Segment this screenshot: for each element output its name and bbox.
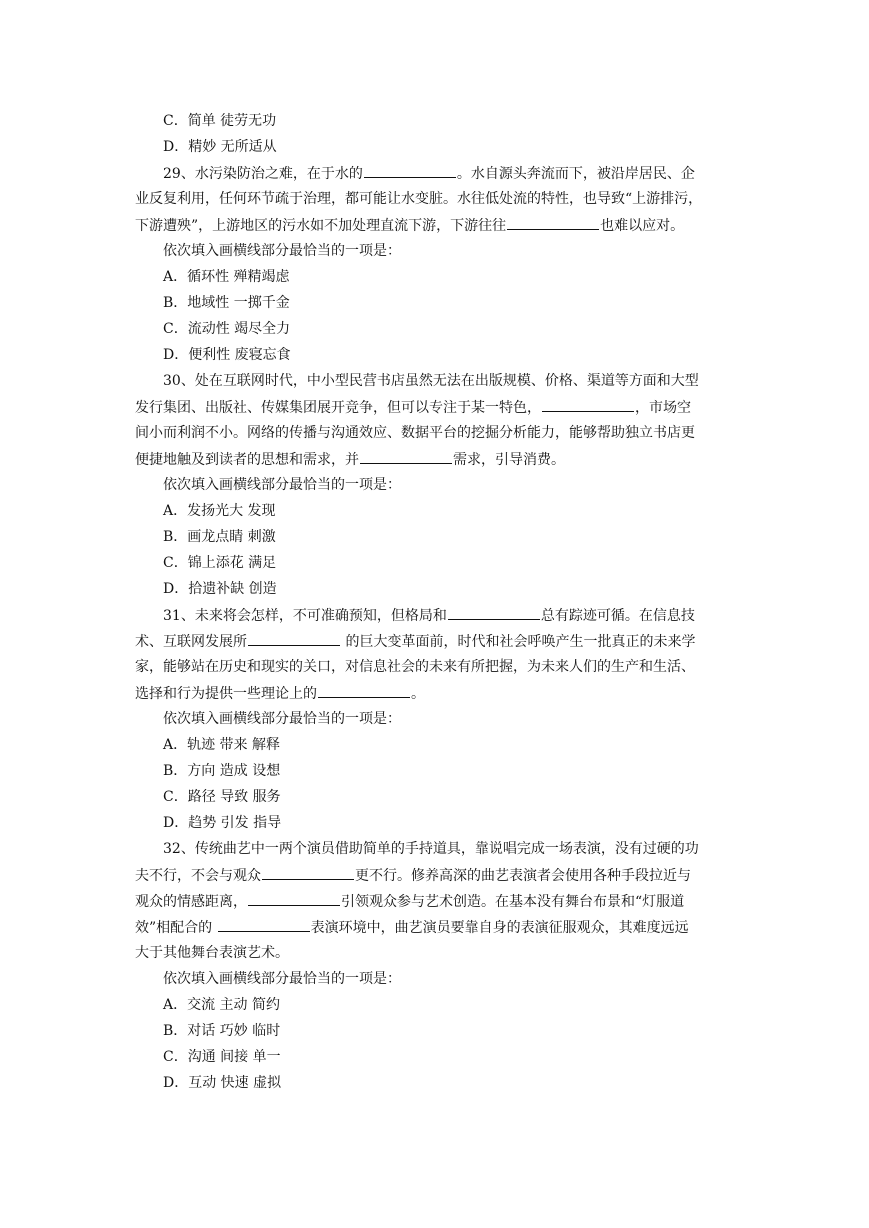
q30-option-d: D．拾遗补缺 创造 bbox=[163, 581, 277, 597]
q31-option-b: B．方向 造成 设想 bbox=[163, 763, 281, 779]
q31-blank-1 bbox=[448, 605, 540, 620]
q30-stem-line-3: 间小而利润不小。网络的传播与沟通效应、数据平台的挖掘分析能力，能够帮助独立书店更 bbox=[135, 425, 695, 441]
q28-option-d: D．精妙 无所适从 bbox=[163, 139, 277, 155]
q29-stem-line-3 bbox=[135, 215, 735, 236]
q29-text: 。水自源头奔流而下，被沿岸居民、企 bbox=[456, 166, 695, 182]
q30-prompt: 依次填入画横线部分最恰当的一项是： bbox=[163, 477, 401, 493]
q29-option-c: C．流动性 竭尽全力 bbox=[163, 321, 291, 337]
q32-text: 夫不行，不会与观众 bbox=[135, 868, 261, 884]
q31-option-c: C．路径 导致 服务 bbox=[163, 789, 281, 805]
q29-blank-2 bbox=[507, 215, 599, 230]
q30-option-b: B．画龙点睛 刺激 bbox=[163, 529, 276, 545]
q32-blank-3 bbox=[218, 917, 310, 932]
q30-stem-line-2 bbox=[135, 397, 735, 418]
q32-blank-1 bbox=[262, 865, 354, 880]
q32-option-c: C．沟通 间接 单一 bbox=[163, 1049, 281, 1065]
q32-stem-line-1: 32、传统曲艺中一两个演员借助简单的手持道具，靠说唱完成一场表演，没有过硬的功 bbox=[163, 841, 699, 857]
q29-text: 下游遭殃”，上游地区的污水如不加处理直流下游，下游往往 bbox=[135, 218, 507, 234]
q30-text: 便捷地触及到读者的思想和需求，并 bbox=[135, 452, 359, 468]
q32-prompt: 依次填入画横线部分最恰当的一项是： bbox=[163, 971, 401, 987]
q31-stem-line-1 bbox=[163, 605, 763, 626]
q30-text: ，市场空 bbox=[635, 400, 691, 416]
q30-blank-2 bbox=[360, 449, 452, 464]
q29-blank-1 bbox=[364, 163, 456, 178]
q31-prompt: 依次填入画横线部分最恰当的一项是： bbox=[163, 711, 401, 727]
q31-text: 。 bbox=[411, 686, 425, 702]
q32-stem-line-3 bbox=[135, 891, 735, 912]
q29-text: 29、水污染防治之难，在于水的 bbox=[163, 166, 363, 182]
q29-option-a: A．循环性 殚精竭虑 bbox=[163, 269, 290, 285]
q31-option-d: D．趋势 引发 指导 bbox=[163, 815, 282, 831]
q32-blank-2 bbox=[248, 891, 340, 906]
q31-blank-3 bbox=[318, 683, 410, 698]
q31-stem-line-4 bbox=[135, 683, 735, 704]
q31-stem-line-3: 家，能够站在历史和现实的关口，对信息社会的未来有所把握，为未来人们的生产和生活、 bbox=[135, 659, 695, 675]
q31-text: 选择和行为提供一些理论上的 bbox=[135, 686, 317, 702]
q29-prompt: 依次填入画横线部分最恰当的一项是： bbox=[163, 243, 401, 259]
q31-stem-line-2 bbox=[135, 631, 735, 652]
q31-option-a: A．轨迹 带来 解释 bbox=[163, 737, 281, 753]
q30-option-c: C．锦上添花 满足 bbox=[163, 555, 277, 571]
q30-stem-line-1: 30、处在互联网时代，中小型民营书店虽然无法在出版规模、价格、渠道等方面和大型 bbox=[163, 373, 699, 389]
q31-text: 31、未来将会怎样，不可准确预知，但格局和 bbox=[163, 608, 447, 624]
q29-stem-line-2: 业反复利用，任何环节疏于治理，都可能让水变脏。水往低处流的特性，也导致“上游排污， bbox=[135, 191, 703, 207]
q30-option-a: A．发扬光大 发现 bbox=[163, 503, 276, 519]
q32-text: 表演环境中，曲艺演员要靠自身的表演征服观众，其难度远远 bbox=[310, 920, 689, 936]
q31-text: 术、互联网发展所 bbox=[135, 634, 247, 650]
q32-option-d: D．互动 快速 虚拟 bbox=[163, 1075, 282, 1091]
q31-text: 的巨大变革面前，时代和社会呼唤产生一批真正的未来学 bbox=[341, 634, 696, 650]
q30-text: 需求，引导消费。 bbox=[453, 452, 565, 468]
q32-text: 观众的情感距离， bbox=[135, 894, 247, 910]
q32-stem-line-5: 大于其他舞台表演艺术。 bbox=[135, 945, 289, 961]
q32-option-a: A．交流 主动 简约 bbox=[163, 997, 281, 1013]
q32-option-b: B．对话 巧妙 临时 bbox=[163, 1023, 281, 1039]
q28-option-c: C．简单 徒劳无功 bbox=[163, 113, 277, 129]
q30-text: 发行集团、出版社、传媒集团展开竞争，但可以专注于某一特色， bbox=[135, 400, 541, 416]
q31-blank-2 bbox=[248, 631, 340, 646]
q32-stem-line-2 bbox=[135, 865, 735, 886]
q29-text: 也难以应对。 bbox=[600, 218, 685, 234]
q29-option-b: B．地域性 一掷千金 bbox=[163, 295, 290, 311]
q29-option-d: D．便利性 废寝忘食 bbox=[163, 347, 291, 363]
q32-stem-line-4 bbox=[135, 917, 735, 938]
q31-text: 总有踪迹可循。在信息技 bbox=[540, 608, 695, 624]
q32-text: 更不行。修养高深的曲艺表演者会使用各种手段拉近与 bbox=[355, 868, 691, 884]
q30-stem-line-4 bbox=[135, 449, 735, 470]
q32-text: 效”相配合的 bbox=[135, 920, 217, 936]
q32-text: 引领观众参与艺术创造。在基本没有舞台布景和“灯服道 bbox=[341, 894, 685, 910]
q30-blank-1 bbox=[542, 397, 634, 412]
q29-stem-line-1 bbox=[163, 163, 763, 184]
